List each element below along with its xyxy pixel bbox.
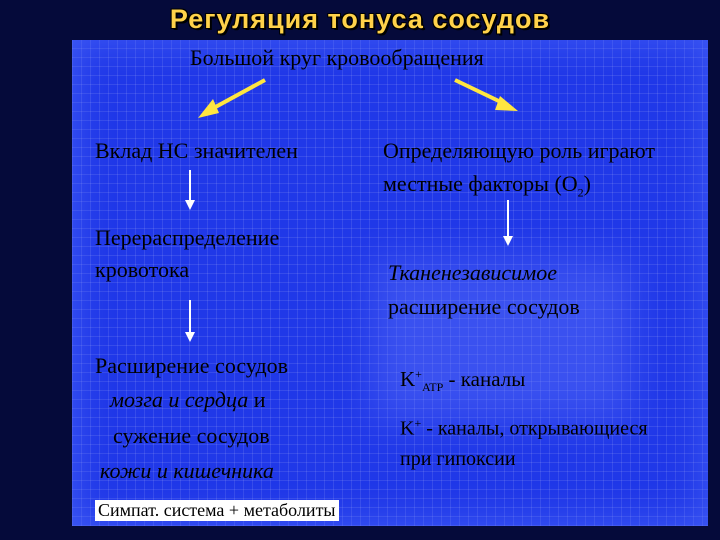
right-item-4-line2: при гипоксии xyxy=(400,448,516,470)
k-atp-sub: ATP xyxy=(421,380,444,395)
page-title: Регуляция тонуса сосудов xyxy=(169,4,551,34)
right-item-1-close: ) xyxy=(583,171,591,196)
right-item-2-line1: Тканенезависимое xyxy=(388,260,557,285)
subtitle: Большой круг кровообращения xyxy=(190,45,484,70)
left-item-1: Вклад НС значителен xyxy=(95,138,298,163)
left-item-2-line2: кровотока xyxy=(95,257,190,282)
arrow-down-1 xyxy=(185,170,195,210)
k-atp-text: - каналы xyxy=(443,367,526,391)
k-hypoxia-text: - каналы, открывающиеся xyxy=(421,417,648,440)
arrow-left-yellow xyxy=(198,80,265,118)
left-item-2-line1: Перераспределение xyxy=(95,225,280,250)
right-item-2-line2: расширение сосудов xyxy=(388,294,580,319)
right-item-3 xyxy=(400,366,525,395)
k-hypoxia-symbol: K xyxy=(400,417,415,440)
footer-label: Симпат. система + метаболиты xyxy=(95,500,339,521)
arrow-right-yellow xyxy=(455,80,518,111)
left-item-3-italic: мозга и сердца xyxy=(110,387,249,412)
k-atp-sup: + xyxy=(415,367,422,381)
k-atp-symbol: K xyxy=(400,367,416,391)
right-item-4-line1 xyxy=(400,416,648,442)
left-item-3-and: и xyxy=(248,387,266,412)
left-item-3-line3: сужение сосудов xyxy=(113,423,270,448)
right-item-1-line2 xyxy=(383,170,591,200)
arrow-down-2 xyxy=(185,300,195,342)
left-item-3-line1: Расширение сосудов xyxy=(95,353,289,378)
k-hypoxia-sup: + xyxy=(414,416,422,430)
right-item-1-line1: Определяющую роль играют xyxy=(383,138,656,163)
right-item-1-text: местные факторы (O xyxy=(383,171,578,196)
oxygen-subscript: 2 xyxy=(577,185,584,200)
arrow-down-3 xyxy=(503,200,513,246)
left-item-3-line2 xyxy=(110,386,266,414)
left-item-3-line4: кожи и кишечника xyxy=(100,458,274,483)
